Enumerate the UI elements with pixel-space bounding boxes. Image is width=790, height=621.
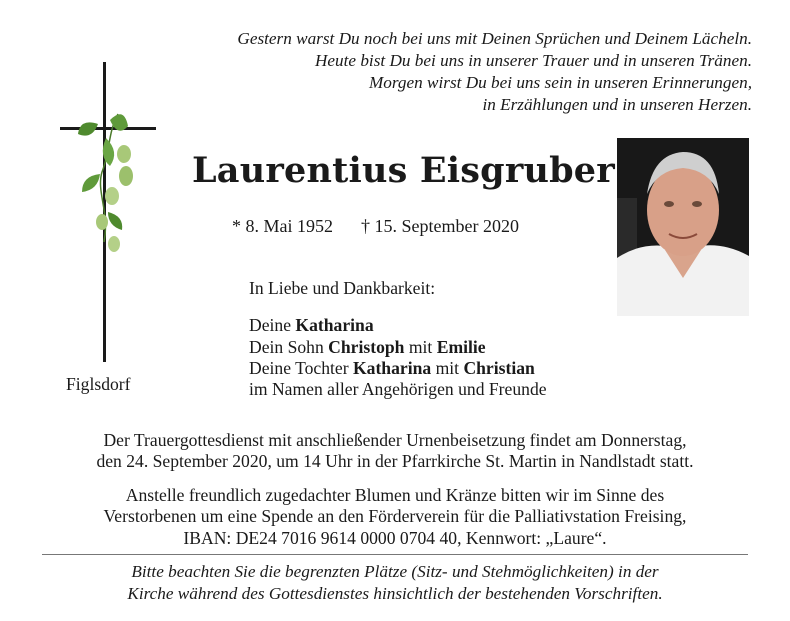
notice-line: Kirche während des Gottesdienstes hinsichtlich der bestehenden Vorschriften. <box>127 583 663 603</box>
poem <box>237 28 752 116</box>
seating-notice <box>20 561 770 604</box>
donation-line: Anstelle freundlich zugedachter Blumen und Kränze bitten wir im Sinne des <box>125 485 665 505</box>
poem-line: Gestern warst Du noch bei uns mit Deinen Sprüchen und Deinem Lächeln. <box>237 29 752 48</box>
service-line: Der Trauergottesdienst mit anschließender Urnenbeisetzung findet am Donnerstag, <box>103 430 687 450</box>
family-line <box>249 315 547 336</box>
family-signatures <box>249 278 547 400</box>
family-line <box>249 358 547 379</box>
family-line: im Namen aller Angehörigen und Freunde <box>249 379 547 400</box>
poem-line: Heute bist Du bei uns in unserer Trauer und in unseren Tränen. <box>315 51 752 70</box>
cross-with-hops-icon <box>58 62 158 362</box>
text: Deine Tochter <box>249 357 353 378</box>
text: Deine <box>249 315 296 336</box>
family-member-name: Christian <box>463 357 535 378</box>
family-member-name: Christoph <box>328 336 405 357</box>
service-line: den 24. September 2020, um 14 Uhr in der Pfarrkirche St. Martin in Nandlstadt statt. <box>96 451 694 472</box>
life-dates <box>232 216 547 237</box>
family-line <box>249 337 547 358</box>
text: mit <box>404 336 437 357</box>
donation-line: IBAN: DE24 7016 9614 0000 0704 40, Kennwort: „Laure“. <box>183 527 607 548</box>
poem-line: in Erzählungen und in unseren Herzen. <box>482 95 752 114</box>
poem-line: Morgen wirst Du bei uns sein in unseren Erinnerungen, <box>368 73 752 92</box>
donation-line: Verstorbenen um eine Spende an den Förderverein für die Palliativstation Freising, <box>103 506 687 527</box>
divider <box>42 554 748 555</box>
place-name: Figlsdorf <box>66 374 131 394</box>
family-intro: In Liebe und Dankbarkeit: <box>249 278 436 298</box>
family-member-name: Emilie <box>436 336 486 357</box>
text: Dein Sohn <box>249 336 329 357</box>
death-date: † 15. September 2020 <box>361 216 519 236</box>
service-info <box>20 430 770 473</box>
notice-line: Bitte beachten Sie die begrenzten Plätze (Sitz- und Stehmöglichkeiten) in der <box>131 562 659 581</box>
donation-info <box>20 485 770 549</box>
text: mit <box>431 357 464 378</box>
family-member-name: Katharina <box>295 315 374 336</box>
deceased-name: Laurentius Eisgruber <box>192 150 615 191</box>
portrait-photo <box>617 138 749 316</box>
family-member-name: Katharina <box>352 357 432 378</box>
birth-date: * 8. Mai 1952 <box>232 216 333 236</box>
